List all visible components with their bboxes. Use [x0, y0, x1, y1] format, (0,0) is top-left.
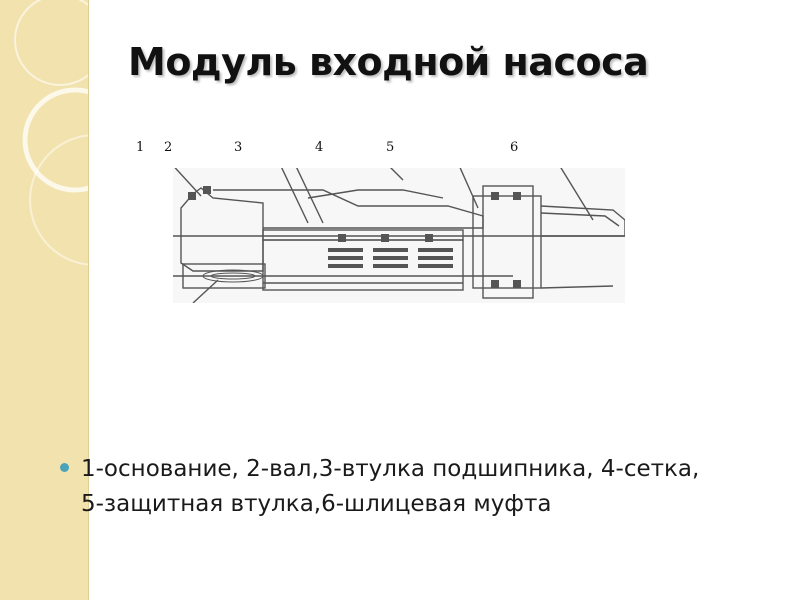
decorative-sidebar [0, 0, 89, 600]
part-number-1: 1 [136, 140, 145, 155]
part-number-2: 2 [164, 140, 173, 155]
sidebar-circles [0, 0, 88, 600]
part-number-4: 4 [315, 140, 324, 155]
part-number-3: 3 [234, 140, 243, 155]
part-number-6: 6 [510, 140, 519, 155]
part-number-5: 5 [386, 140, 395, 155]
slide-title: Модуль входной насоса [128, 40, 649, 84]
legend-text: 1-основание, 2-вал,3-втулка подшипника, 4-сетка, 5-защитная втулка,6-шлицевая муфта [81, 456, 700, 517]
bullet-marker [60, 463, 69, 472]
pump-module-drawing [173, 168, 625, 303]
